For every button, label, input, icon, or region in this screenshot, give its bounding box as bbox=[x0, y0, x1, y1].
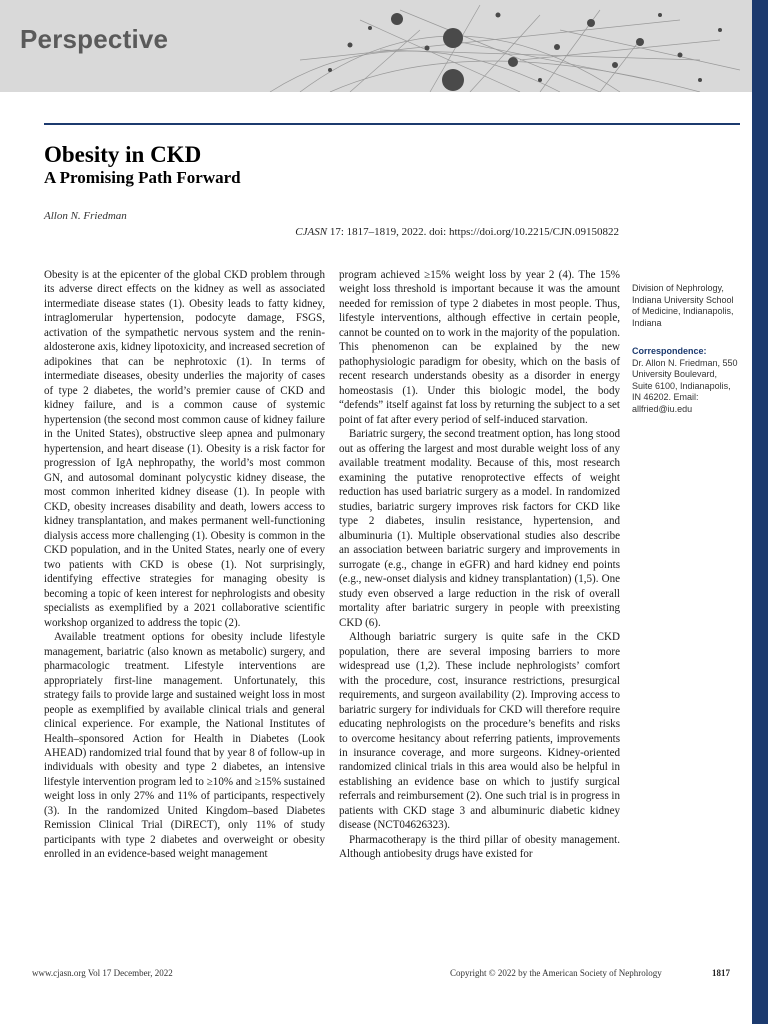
paragraph: program achieved ≥15% weight loss by year 2 (4). The 15% weight loss threshold is important because it was the amount needed for remission of type 2 diabetes in most people. Thus, lifestyle interventions, although effective in certain people, cannot be counted on to work in the majority of the population. This phenomenon can be explained by the new pathophysiologic paradigm for obesity, which on the basis of recent research understands obesity as a disorder in energy homeostasis (1). Under this biologic model, the body “defends” itself against fat loss by returning the subject to a set point of fat after every period of self-induced starvation. bbox=[339, 269, 620, 426]
correspondence-text: Dr. Allon N. Friedman, 550 University Boulevard, Suite 6100, Indianapolis, IN 46202. Email: allfried@iu.edu bbox=[632, 357, 738, 414]
author: Allon N. Friedman bbox=[44, 210, 127, 222]
footer-copyright: Copyright © 2022 by the American Society of Nephrology bbox=[450, 968, 662, 978]
citation-details: 17: 1817–1819, 2022. doi: https://doi.org/10.2215/CJN.09150822 bbox=[327, 226, 619, 238]
correspondence-note bbox=[632, 346, 738, 415]
page-number: 1817 bbox=[712, 968, 730, 978]
footer-journal-info: www.cjasn.org Vol 17 December, 2022 bbox=[32, 968, 173, 978]
paragraph: Pharmacotherapy is the third pillar of obesity management. Although antiobesity drugs have existed for bbox=[339, 833, 620, 861]
citation-journal: CJASN bbox=[295, 226, 328, 238]
paragraph: Bariatric surgery, the second treatment option, has long stood out as offering the largest and most durable weight loss of any available treatment modality. Because of this, most research examining the putative renoprotective effects of weight reduction has used bariatric surgery as a model. In randomized studies, bariatric surgery improves risk factors for CKD like type 2 diabetes, insulin resistance, hypertension, and albuminuria (1). Multiple observational studies also describe an association between bariatric surgery and improvements in surrogate (e.g., change in eGFR) and hard kidney end points (e.g., new-onset dialysis and kidney transplantation) (1,5). One study even observed a large reduction in the risk of overall mortality after bariatric surgery in people with preexisting CKD (6). bbox=[339, 428, 620, 629]
header-banner bbox=[0, 0, 752, 92]
title-rule bbox=[44, 123, 740, 125]
paragraph: Available treatment options for obesity include lifestyle management, bariatric (also known as metabolic) surgery, and pharmacologic treatment. Lifestyle interventions are appropriately first-line management. Unfortunately, this strategy fails to provide large and sustained weight loss in most people as exemplified by available clinical trials and general clinical experience. For example, the National Institutes of Health–sponsored Action for Health in Diabetes (Look AHEAD) randomized trial found that by year 8 of follow-up in individuals with obesity and type 2 diabetes, an intensive lifestyle intervention program led to ≥10% and ≥15% sustained weight loss in only 27% and 11% of participants, respectively (3). In the randomized United Kingdom–based Diabetes Remission Clinical Trial (DiRECT), only 11% of study participants with type 2 diabetes and overweight or obesity enrolled in an evidence-based weight management bbox=[44, 631, 325, 861]
side-color-bar bbox=[752, 0, 768, 1024]
article-subtitle: A Promising Path Forward bbox=[44, 168, 241, 187]
body-column-1 bbox=[44, 268, 325, 862]
paragraph: Obesity is at the epicenter of the global CKD problem through its adverse direct effects on the kidney as well as associated intermediate disease states (1). Obesity leads to fatty kidney, intraglomerular hypertension, podocyte damage, FSGS, activation of the sympathetic nervous system and the renin-aldosterone axis, kidney lipotoxicity, and increased secretion of adipokines that can be nephrotoxic (1). In terms of intermediate diseases, obesity underlies the majority of cases of type 2 diabetes, the world’s premier cause of CKD and kidney failure, and is a common cause of systemic hypertension (the second most common cause of kidney failure in the United States), obstructive sleep apnea and pulmonary hypertension, and heart disease (1). Obesity is a risk factor for progression of IgA nephropathy, the world’s most common GN, and autosomal dominant polycystic kidney disease, the most common inherited kidney disease (1). In people with CKD, obesity increases disability and death, lowers access to kidney transplantation, and makes permanent well-functioning dialysis access more challenging (1). Obesity is common in the CKD population, and in the United States, nearly one of every two patients with CKD is obese (1). Not surprisingly, identifying effective strategies for managing obesity is becoming a topic of keen interest for nephrologists and obesity specialists as exemplified by a 2021 collaborative scientific workshop organized to address the topic (2). bbox=[44, 269, 325, 629]
article-title: Obesity in CKD bbox=[44, 142, 202, 167]
citation bbox=[44, 226, 619, 238]
paragraph: Although bariatric surgery is quite safe in the CKD population, there are several imposing barriers to more widespread use (1,2). These include nephrologists’ comfort with the procedure, cost, insurance restrictions, presurgical requirements, and surgeon availability (2). Improving access to bariatric surgery for individuals for CKD will therefore require educating nephrologists on the procedure’s benefits and risks to overcome hesitancy about referring patients, improvements in insurance coverage, and more surgeons. Kidney-oriented randomized clinical trials in this area would also be helpful in establishing an evidence base on which to justify surgical referrals and reimbursement (2). One such trial is in progress in patients with CKD stage 3 and albuminuric diabetic kidney disease (NCT04626323). bbox=[339, 631, 620, 832]
correspondence-label: Correspondence: bbox=[632, 346, 707, 356]
affiliation-note: Division of Nephrology, Indiana University School of Medicine, Indianapolis, Indiana bbox=[632, 283, 734, 328]
section-label: Perspective bbox=[20, 24, 169, 54]
body-column-2 bbox=[339, 268, 620, 862]
